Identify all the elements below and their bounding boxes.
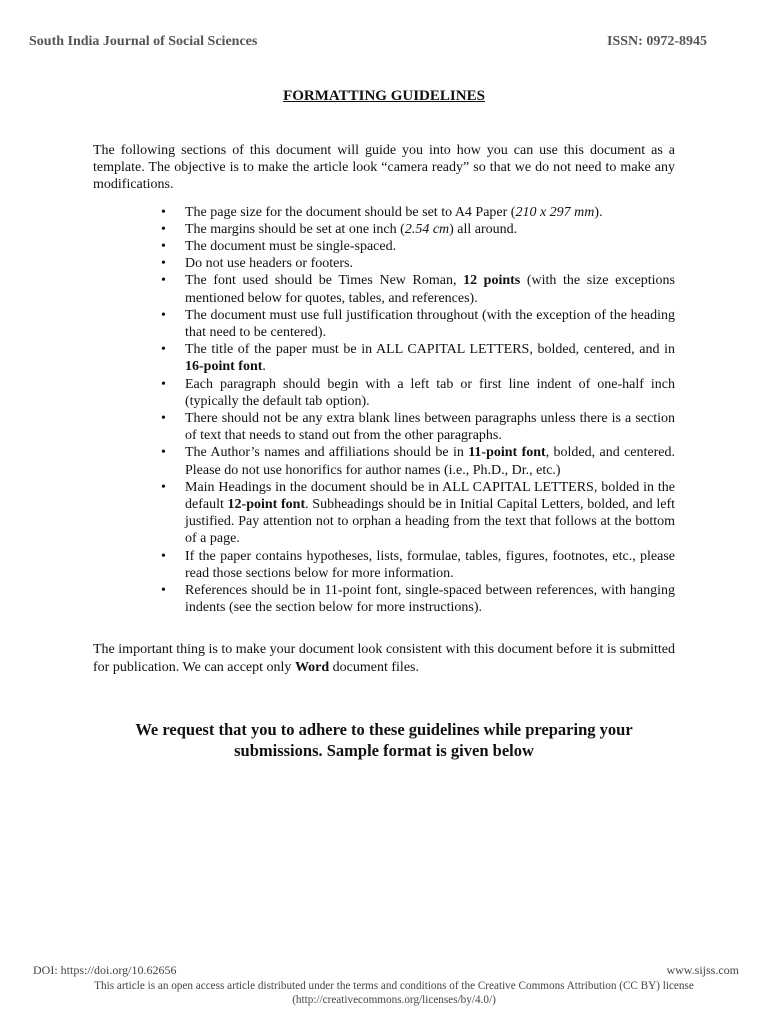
- bullet-icon: •: [161, 239, 166, 255]
- bullet-icon: •: [161, 411, 166, 427]
- bullet-icon: •: [161, 342, 166, 358]
- journal-name: South India Journal of Social Sciences: [29, 34, 258, 49]
- list-item: • The page size for the document should be set to A4 Paper (210 x 297 mm).: [161, 204, 603, 220]
- bullet-icon: •: [161, 479, 166, 495]
- request-line-1: We request that you to adhere to these guidelines while preparing your: [135, 720, 633, 739]
- bullet-icon: •: [161, 273, 166, 289]
- license-notice: [0, 979, 768, 1007]
- list-item: • The margins should be set at one inch (2.54 cm) all around.: [161, 221, 518, 237]
- document-body: [93, 142, 675, 676]
- request-line-2: submissions. Sample format is given below: [234, 741, 534, 760]
- guidelines-list: [93, 204, 675, 617]
- outro-paragraph: The important thing is to make your document look consistent with this document before it is submitted for publication. We can accept only Word document files.: [93, 642, 675, 675]
- page-title: FORMATTING GUIDELINES: [283, 88, 485, 104]
- list-item: • Main Headings in the document should be in ALL CAPITAL LETTERS, bolded in the default 12-point font. Subheadings should be in Initial Capital Letters, bolded, and left justified. Pay attention not to orphan a heading from the text that follows at the bottom of a page.: [161, 479, 675, 547]
- intro-paragraph: The following sections of this document will guide you into how you can use this document as a template. The objective is to make the article look “camera ready” so that we do not need to make any modifications.: [93, 143, 675, 193]
- bullet-icon: •: [161, 376, 166, 392]
- list-item: • There should not be any extra blank lines between paragraphs unless there is a section of text that needs to stand out from the other paragraphs.: [161, 411, 675, 444]
- list-item: • If the paper contains hypotheses, lists, formulae, tables, figures, footnotes, etc., please read those sections below for more information.: [161, 548, 675, 581]
- list-item: • The title of the paper must be in ALL CAPITAL LETTERS, bolded, centered, and in 16-point font.: [161, 342, 675, 375]
- list-item: • The font used should be Times New Roman, 12 points (with the size exceptions mentioned below for quotes, tables, and references).: [161, 273, 675, 306]
- list-item: • The Author’s names and affiliations should be in 11-point font, bolded, and centered. Please do not use honorifics for author names (i.e., Ph.D., Dr., etc.): [161, 445, 675, 478]
- license-text: This article is an open access article distributed under the terms and conditions of the Creative Commons Attribution (CC BY) license: [94, 980, 694, 992]
- bullet-icon: •: [161, 204, 166, 220]
- doi-link[interactable]: DOI: https://doi.org/10.62656: [33, 963, 177, 977]
- list-item: • Each paragraph should begin with a left tab or first line indent of one-half inch (typically the default tab option).: [161, 376, 675, 409]
- bullet-icon: •: [161, 256, 166, 272]
- bullet-icon: •: [161, 583, 166, 599]
- bullet-icon: •: [161, 548, 166, 564]
- list-item: • Do not use headers or footers.: [161, 256, 353, 272]
- list-item: • References should be in 11-point font, single-spaced between references, with hanging indents (see the section below for more instructions).: [161, 583, 675, 616]
- issn: ISSN: 0972-8945: [607, 34, 707, 49]
- bullet-icon: •: [161, 307, 166, 323]
- license-url[interactable]: (http://creativecommons.org/licenses/by/4.0/): [292, 994, 496, 1006]
- bullet-icon: •: [161, 221, 166, 237]
- list-item: • The document must be single-spaced.: [161, 239, 397, 255]
- bullet-icon: •: [161, 445, 166, 461]
- list-item: • The document must use full justification throughout (with the exception of the heading that need to be centered).: [161, 307, 675, 341]
- request-notice: [0, 719, 768, 761]
- website-link[interactable]: www.sijss.com: [666, 963, 739, 977]
